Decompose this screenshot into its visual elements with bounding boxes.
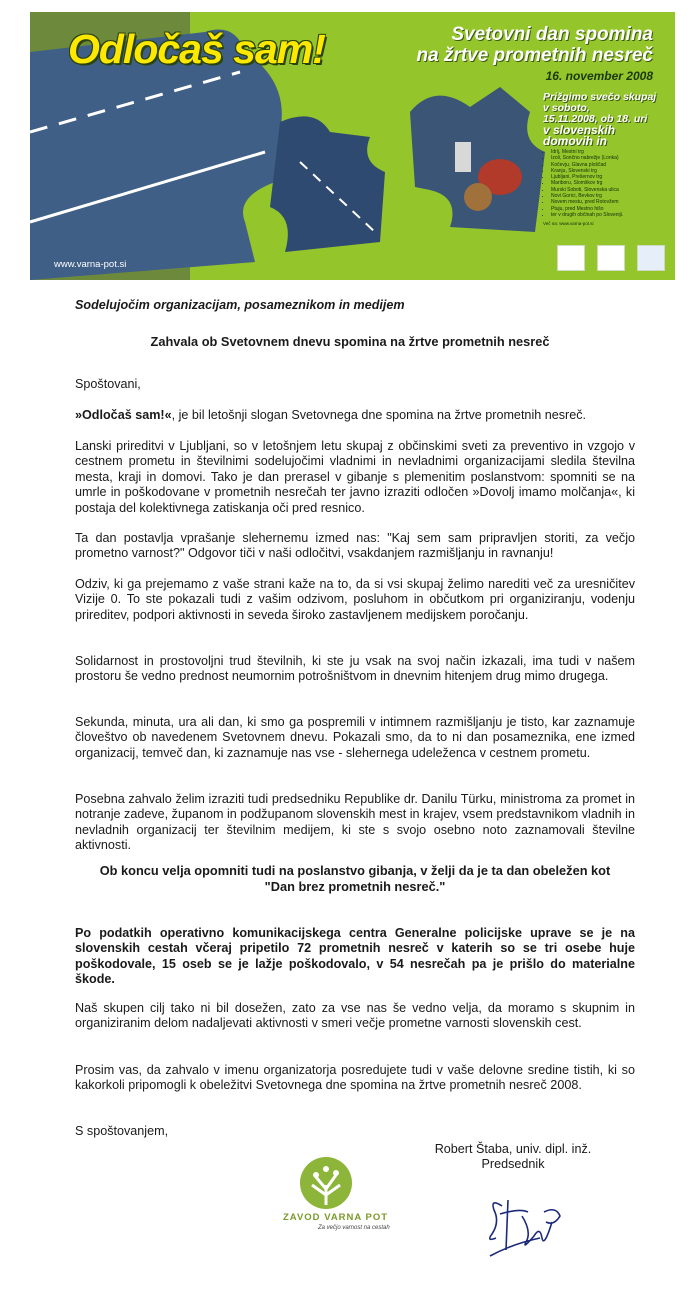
sponsor-logo-icon: [637, 245, 665, 271]
logo-word-left: ZAVOD: [283, 1212, 321, 1223]
city-item: • Mariboru, Slomškov trg: [551, 180, 661, 186]
city-item: • Kranju, Slovenski trg: [551, 168, 661, 174]
paragraph-8-line2: "Dan brez prometnih nesreč.": [264, 878, 446, 894]
zavod-varna-pot-logo-icon: [282, 1155, 397, 1235]
box-line3: 15.11.2008, ob 18. uri: [543, 113, 648, 125]
logo-wordmark: [283, 1212, 388, 1223]
city-list: [543, 149, 661, 218]
letter-subject: Zahvala ob Svetovnem dnevu spomina na žrtve prometnih nesreč: [150, 334, 550, 349]
banner-url[interactable]: www.varna-pot.si: [54, 259, 127, 270]
paragraph-8-line1: Ob koncu velja opomniti tudi na poslanstvo gibanja, v želji da je ta dan obeležen kot: [99, 863, 611, 878]
paragraph-2: Lanski prireditvi v Ljubljani, so v letošnjem letu skupaj z občinskimi sveti za preventivo in vzgojo v cestnem prometu in številnimi sodelujočimi vladnimi in nevladnimi organizacijami sledila številna mesta, kraji in domovi. Tako je dan prerasel v gibanje s plemenitim poslanstvom: spomniti se na umrle in poškodovane v prometnih nesrečah ter javno izraziti odločen »Dovolj imamo molčanja«, ki postaja del kolektivnega zatiskanja oči pred resnico.: [75, 439, 635, 515]
paragraph-11: Prosim vas, da zahvalo v imenu organizatorja posredujete tudi v vaše delovne sredine tistih, ki so kakorkoli pripomogli k obeležitvi Svetovnega dne spomina na žrtve prometnih nesreč 2008.: [75, 1063, 635, 1093]
box-line2: v soboto,: [543, 102, 590, 114]
box-line1: Prižgimo svečo skupaj: [543, 91, 657, 103]
city-item: • Ljubljani, Prešernov trg: [551, 174, 661, 180]
banner: [30, 12, 675, 280]
closing: S spoštovanjem,: [75, 1124, 169, 1138]
paragraph-9: Po podatkih operativno komunikacijskega centra Generalne policijske uprave se je na slovenskih cestah včeraj pripetilo 72 prometnih nesreč v katerih so se tri osebe huje poškodovale, 15 oseb se je lažje poškodovalo, v 54 nesrečah pa je prišlo do materialne škode.: [75, 926, 635, 987]
banner-title-line1: Svetovni dan spomina: [451, 24, 653, 45]
city-item: • Idrij, Mestni trg: [551, 149, 661, 155]
banner-slogan: Odločaš sam!: [68, 26, 325, 72]
paragraph-4: Odziv, ki ga prejemamo z vaše strani kaže na to, da si vsi skupaj želimo narediti več za uresničitev Vizije 0. To ste pokazali tudi z vašim odzivom, posluhom in občutkom pri organiziranju, vodenju prireditev, podpori aktivnosti in seveda široko zastavljenem medijskem poročanju.: [75, 577, 635, 622]
paragraph-7: Posebna zahvalo želim izraziti tudi predsedniku Republike dr. Danilu Türku, ministroma za promet in notranje zadeve, županom in podžupanom slovenskih mest in krajev, vsem predstavnikom vladnih in nevladnih organizacij ter številnim medijem, ki ste s svojo osebno noto zaznamovali številne aktivnosti.: [75, 792, 635, 853]
paragraph-1-text: , je bil letošnji slogan Svetovnega dne spomina na žrtve prometnih nesreč.: [171, 408, 587, 422]
signer-title: Predsednik: [481, 1157, 545, 1172]
banner-title: [363, 24, 653, 66]
greeting: Spoštovani,: [75, 377, 141, 391]
paragraph-3: Ta dan postavlja vprašanje slehernemu izmed nas: "Kaj sem sam pripravljen storiti, za večjo prometno varnost?" Odgovor tiči v naši odločitvi, vsakdanjem razmišljanju in ravnanju!: [75, 531, 635, 561]
banner-title-line2: na žrtve prometnih nesreč: [416, 45, 653, 66]
paragraph-1: [75, 408, 635, 423]
campaign-logo-icon: [597, 245, 625, 271]
city-item: • Murski Soboti, Slovenska ulica: [551, 187, 661, 193]
city-item: • Novi Gorici, Bevkov trg: [551, 193, 661, 199]
logo-word-right: VARNA POT: [324, 1212, 389, 1223]
slogan-quote: »Odločaš sam!«: [75, 408, 172, 422]
paragraph-5: Solidarnost in prostovoljni trud številnih, ki ste ju vsak na svoj način izkazali, ima tudi v našem prostoru še vedno prednost neumornim potrošništvom in dnevnim hitenjem drug mimo drugega.: [75, 654, 635, 684]
box-line4: v slovenskih domovih in: [543, 123, 616, 148]
banner-event-box: [543, 92, 661, 229]
banner-date: 16. november 2008: [545, 69, 653, 83]
paragraph-10: Naš skupen cilj tako ni bil dosežen, zato za vse nas še vedno velja, da moramo s skupnim in organiziranim delom nadaljevati aktivnosti v smeri večje prometne varnosti slovenskih cest.: [75, 1001, 635, 1031]
signer-block: [418, 1142, 608, 1173]
addressee: Sodelujočim organizacijam, posameznikom in medijem: [75, 298, 405, 312]
city-item: • Novem mestu, pred Rotovžem: [551, 199, 661, 205]
box-more-info: Več na: www.varna-pot.si: [543, 221, 594, 227]
signer-name: Robert Štaba, univ. dipl. inž.: [434, 1142, 592, 1156]
city-item: • ter v drugih občinah po Sloveniji.: [551, 212, 661, 218]
sponsor-logos: [545, 244, 665, 272]
handwritten-signature: [482, 1192, 572, 1262]
city-item: • Izoli, Sončno nabrežje (Lonka): [551, 155, 661, 161]
city-item: • Ptuju, pred Mestno hišo: [551, 206, 661, 212]
paragraph-6: Sekunda, minuta, ura ali dan, ki smo ga pospremili v intimnem razmišljanju je tisto, kar zaznamuje človeštvo ob navedenem Svetovnem dnevu. Pokazali smo, da to ni dan posameznika, ene izmed organizacij, temveč dan, ki zaznamuje nas vse - slehernega udeleženca v cestnem prometu.: [75, 715, 635, 760]
city-item: • Kočevju, Glavna ploščad: [551, 162, 661, 168]
candle-logo-icon: [557, 245, 585, 271]
paragraph-8: [75, 863, 635, 894]
logo-tagline: Za večjo varnost na cestah: [318, 1225, 390, 1231]
